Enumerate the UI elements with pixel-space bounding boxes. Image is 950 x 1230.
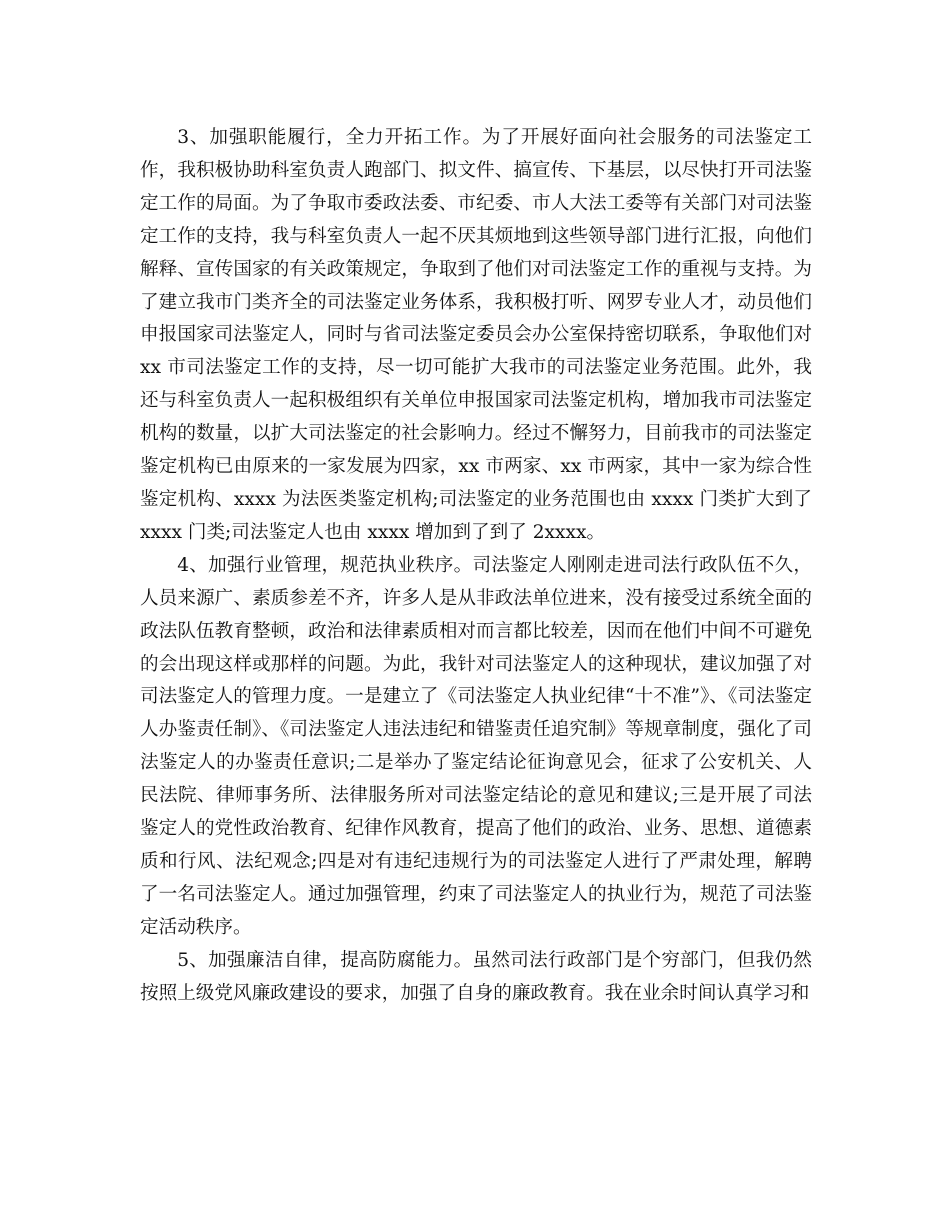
paragraph-5: 5、加强廉洁自律，提高防腐能力。虽然司法行政部门是个穷部门，但我仍然按照上级党风廉政建设的要求，加强了自身的廉政教育。我在业余时间认真学习和 xyxy=(140,949,812,1004)
paragraph-4: 4、加强行业管理，规范执业秩序。司法鉴定人刚刚走进司法行政队伍不久，人员来源广、素质参差不齐，许多人是从非政法单位进来，没有接受过系统全面的政法队伍教育整顿，政治和法律素质相对而言都比较差，因而在他们中间不可避免的会出现这样或那样的问题。为此，我针对司法鉴定人的这种现状，建议加强了对司法鉴定人的管理力度。一是建立了《司法鉴定人执业纪律“十不准”》、《司法鉴定人办鉴责任制》、《司法鉴定人违法违纪和错鉴责任追究制》等规章制度，强化了司法鉴定人的办鉴责任意识;二是举办了鉴定结论征询意见会，征求了公安机关、人民法院、律师事务所、法律服务所对司法鉴定结论的意见和建议;三是开展了司法鉴定人的党性政治教育、纪律作风教育，提高了他们的政治、业务、思想、道德素质和行风、法纪观念;四是对有违纪违规行为的司法鉴定人进行了严肃处理，解聘了一名司法鉴定人。通过加强管理，约束了司法鉴定人的执业行为，规范了司法鉴定活动秩序。 xyxy=(140,554,812,938)
document-body xyxy=(140,122,812,1010)
paragraph-3: 3、加强职能履行，全力开拓工作。为了开展好面向社会服务的司法鉴定工作，我积极协助科室负责人跑部门、拟文件、搞宣传、下基层，以尽快打开司法鉴定工作的局面。为了争取市委政法委、市纪委、市人大法工委等有关部门对司法鉴定工作的支持，我与科室负责人一起不厌其烦地到这些领导部门进行汇报，向他们解释、宣传国家的有关政策规定，争取到了他们对司法鉴定工作的重视与支持。为了建立我市门类齐全的司法鉴定业务体系，我积极打听、网罗专业人才，动员他们申报国家司法鉴定人，同时与省司法鉴定委员会办公室保持密切联系，争取他们对 xx 市司法鉴定工作的支持，尽一切可能扩大我市的司法鉴定业务范围。此外，我还与科室负责人一起积极组织有关单位申报国家司法鉴定机构，增加我市司法鉴定机构的数量，以扩大司法鉴定的社会影响力。经过不懈努力，目前我市的司法鉴定鉴定机构已由原来的一家发展为四家，xx 市两家、xx 市两家，其中一家为综合性鉴定机构、xxxx 为法医类鉴定机构;司法鉴定的业务范围也由 xxxx 门类扩大到了 xxxx 门类;司法鉴定人也由 xxxx 增加到了到了 2xxxx。 xyxy=(140,127,812,543)
